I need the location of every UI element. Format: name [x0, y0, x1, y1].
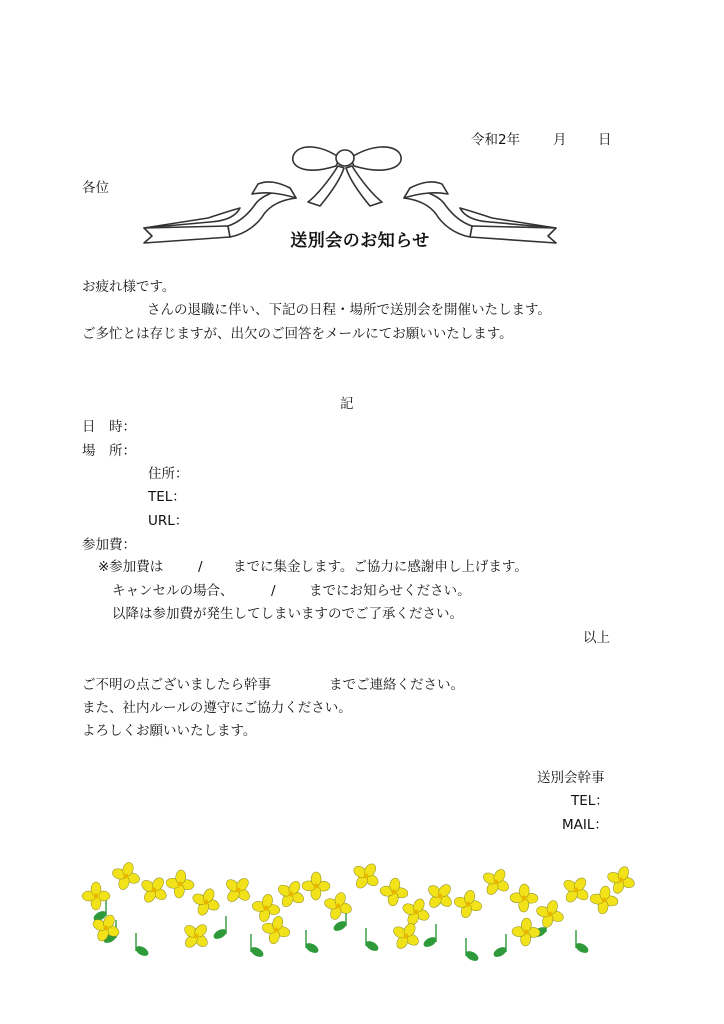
- flower-icon: [352, 862, 381, 891]
- place-label: 場 所：: [82, 443, 136, 459]
- cancel-note-prefix: キャンセルの場合、: [112, 583, 234, 599]
- flower-icon: [276, 879, 305, 908]
- intro-retirement-line: さんの退職に伴い、下記の日程・場所で送別会を開催いたします。: [147, 302, 551, 318]
- signature-mail: MAIL：: [562, 817, 608, 833]
- flower-icon: [191, 887, 221, 917]
- flower-icon: [510, 884, 538, 912]
- fee-note-prefix: ※参加費は: [98, 559, 164, 575]
- flower-icon: [481, 867, 510, 896]
- after-note: 以降は参加費が発生してしまいますのでご了承ください。: [112, 606, 463, 622]
- flower-icon: [111, 861, 141, 891]
- date-era: 令和2年: [471, 132, 521, 148]
- closing-rules: また、社内ルールの遵守にご協力ください。: [82, 700, 352, 716]
- fee-label: 参加費：: [82, 537, 136, 553]
- url-label: URL：: [148, 513, 189, 529]
- closing-contact-prefix: ご不明の点ございましたら幹事: [82, 677, 271, 693]
- flower-icon: [224, 876, 252, 904]
- tel-label: TEL：: [148, 489, 186, 505]
- fee-note-slash: /: [198, 559, 203, 575]
- cancel-note-slash: /: [271, 583, 276, 599]
- flower-icon: [426, 882, 454, 910]
- flower-icon: [562, 876, 591, 905]
- addressee: 各位: [82, 180, 109, 196]
- flower-icon: [391, 921, 420, 950]
- date-month: 月: [553, 132, 567, 148]
- flower-icon: [453, 889, 483, 919]
- flower-icon: [512, 918, 540, 946]
- signature-organizer: 送別会幹事: [537, 770, 605, 786]
- closing-contact-suffix: までご連絡ください。: [329, 677, 464, 693]
- fee-note-suffix: までに集金します。ご協力に感謝申し上げます。: [233, 559, 528, 575]
- signature-tel: TEL：: [571, 793, 609, 809]
- address-label: 住所：: [148, 466, 189, 482]
- document-title: 送別会のお知らせ: [290, 231, 430, 251]
- date-label: 日 時：: [82, 419, 136, 435]
- closing-regards: よろしくお願いいたします。: [82, 723, 257, 739]
- flower-icon: [166, 870, 195, 899]
- ki-heading: 記: [340, 396, 354, 412]
- intro-greeting: お疲れ様です。: [82, 279, 176, 295]
- rapeseed-flower-border: [76, 856, 636, 976]
- flower-icon: [606, 865, 636, 895]
- flower-icon: [535, 899, 565, 929]
- date-day: 日: [598, 132, 612, 148]
- flower-icon: [379, 877, 408, 906]
- end-mark: 以上: [583, 630, 610, 646]
- flower-icon: [302, 872, 330, 900]
- flower-icon: [323, 891, 353, 921]
- intro-request-line: ご多忙とは存じますが、出欠のご回答をメールにてお願いいたします。: [82, 326, 513, 342]
- cancel-note-suffix: までにお知らせください。: [309, 583, 471, 599]
- flower-icon: [140, 876, 169, 905]
- flower-icon: [401, 897, 431, 927]
- flower-icon: [182, 922, 209, 949]
